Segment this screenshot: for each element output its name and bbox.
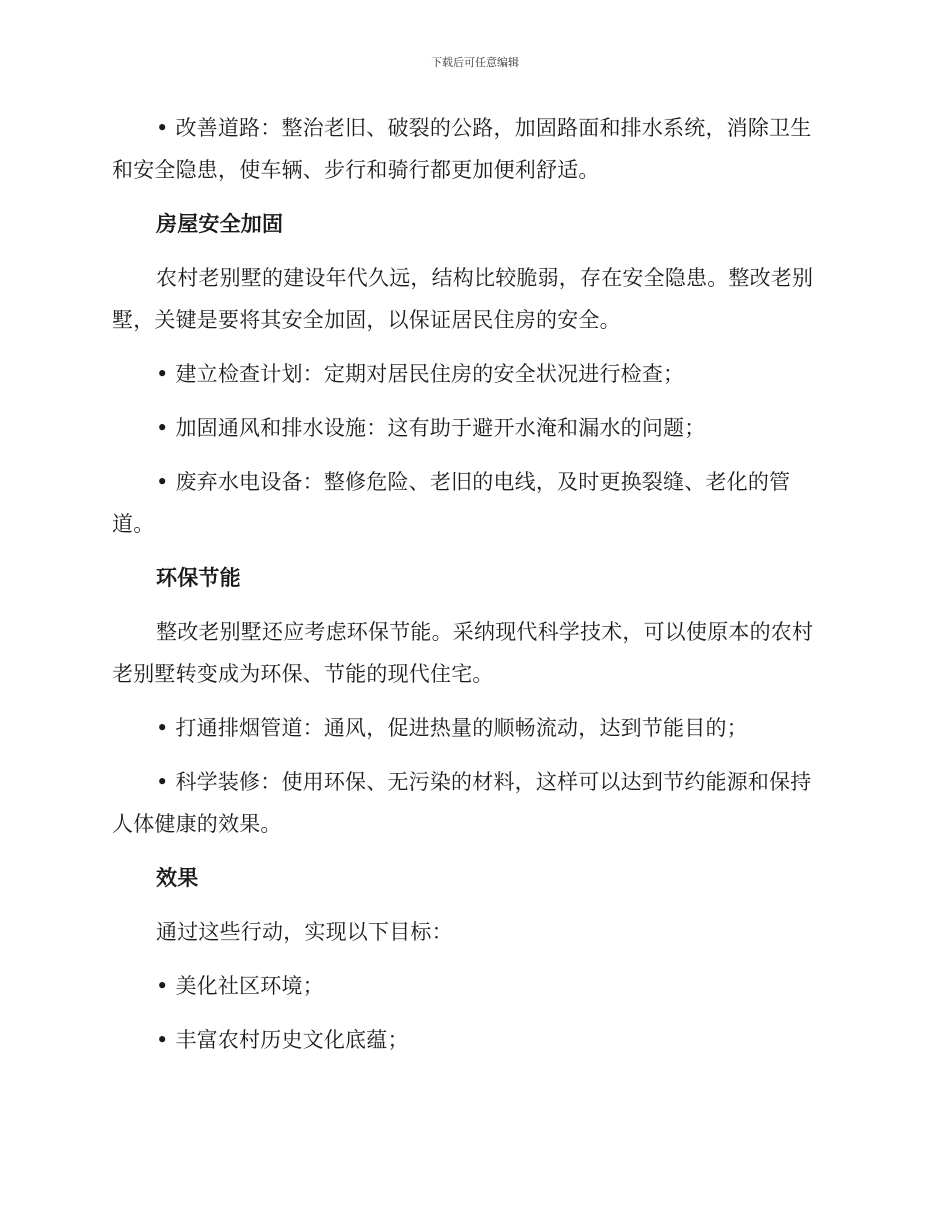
bullet-culture: • 丰富农村历史文化底蕴； xyxy=(156,1028,409,1052)
bullet-improve-roads: • 改善道路：整治老旧、破裂的公路，加固路面和排水系统，消除卫生和安全隐患，使车辆、步行和骑行都更加便利舒适。 xyxy=(112,116,812,182)
paragraph-effects: 通过这些行动，实现以下目标： xyxy=(156,920,453,944)
section-heading-house-safety: 房屋安全加固 xyxy=(156,212,284,236)
bullet-decoration: • 科学装修：使用环保、无污染的材料，这样可以达到节约能源和保持人体健康的效果。 xyxy=(112,770,812,836)
section-heading-eco: 环保节能 xyxy=(156,566,241,590)
section-heading-effects: 效果 xyxy=(156,866,199,890)
bullet-utilities: • 废弃水电设备：整修危险、老旧的电线，及时更换裂缝、老化的管道。 xyxy=(112,470,791,536)
page-header: 下载后可任意编辑 xyxy=(431,56,519,69)
bullet-beautify: • 美化社区环境； xyxy=(156,974,324,998)
bullet-ventilation-drainage: • 加固通风和排水设施：这有助于避开水淹和漏水的问题； xyxy=(156,416,706,440)
bullet-chimney: • 打通排烟管道：通风，促进热量的顺畅流动，达到节能目的； xyxy=(156,716,748,740)
document-body xyxy=(112,107,832,1061)
bullet-inspection-plan: • 建立检查计划：定期对居民住房的安全状况进行检查； xyxy=(156,362,685,386)
paragraph-house-safety: 农村老别墅的建设年代久远，结构比较脆弱，存在安全隐患。整改老别墅，关键是要将其安全加固，以保证居民住房的安全。 xyxy=(112,266,814,332)
paragraph-eco: 整改老别墅还应考虑环保节能。采纳现代科学技术，可以使原本的农村老别墅转变成为环保、节能的现代住宅。 xyxy=(112,620,814,686)
